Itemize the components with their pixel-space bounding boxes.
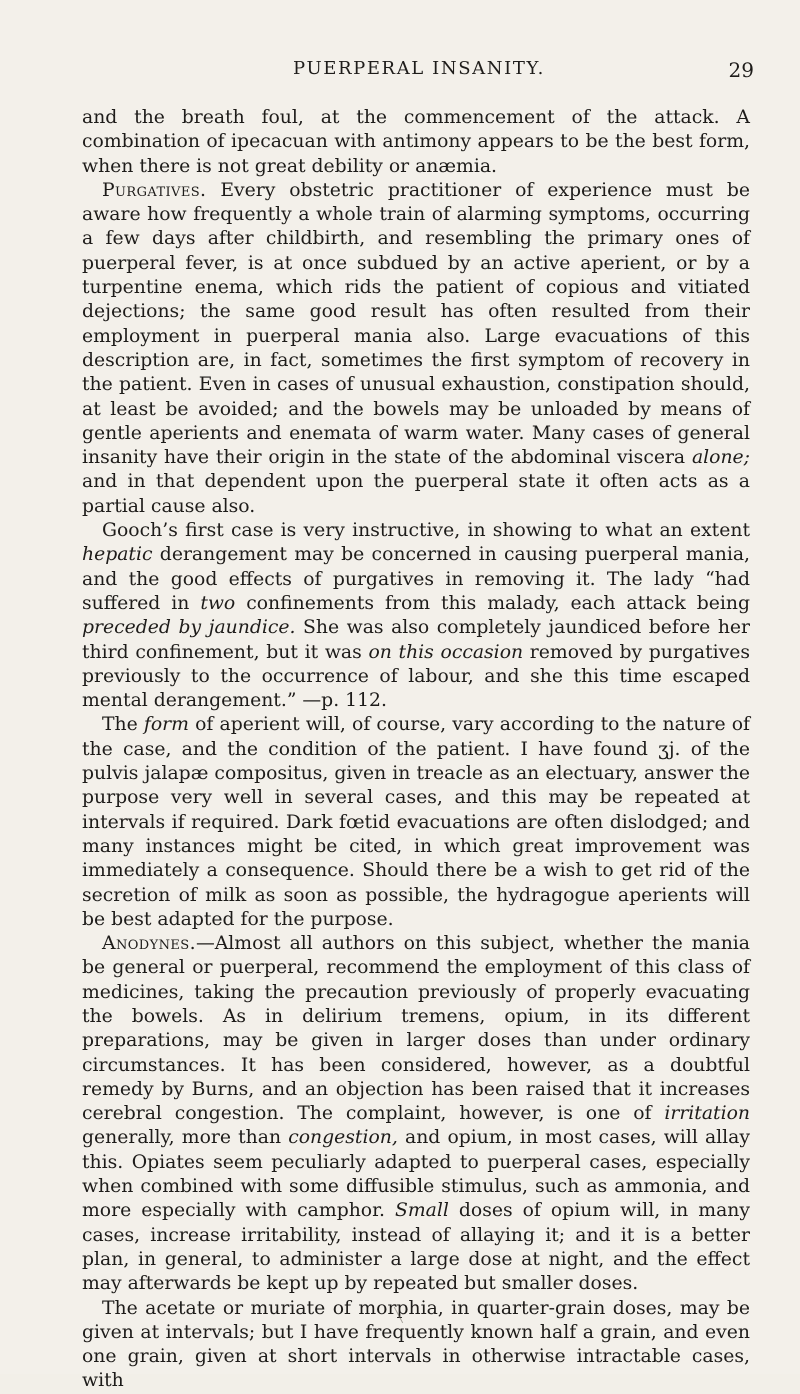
text-run: The [102, 714, 144, 736]
page-header [84, 58, 754, 84]
text-run: and the breath foul, at the commencement of the attack. A combination of ipecacuan with antimony appears to be the best form, when there is not great debility or anæmia. [82, 107, 750, 177]
paragraph [82, 519, 750, 713]
paragraph [82, 179, 750, 519]
italic-text: form [143, 714, 189, 736]
italic-text: congestion, [288, 1127, 398, 1149]
text-run: and opium, in most cases, will allay this. Opiates seem peculiarly adapted to puerperal cases, especially when combined with some diffusible stimulus, such as ammonia, and more especially with camphor. [82, 1127, 750, 1222]
paragraph [82, 932, 750, 1296]
italic-text: preceded by jaundice. [82, 617, 296, 639]
text-run: generally, more than [82, 1127, 289, 1149]
italic-text: hepatic [82, 544, 153, 566]
paragraph [82, 713, 750, 932]
page-number: 29 [728, 58, 754, 82]
italic-text: irritation [664, 1103, 750, 1125]
body-text [82, 106, 750, 1394]
text-run: Gooch’s first case is very instructive, in showing to what an extent [102, 520, 750, 542]
text-run: Every obstetric practitioner of experience must be aware how frequently a whole train of alarming symptoms, occurring a few days after childbirth, and resembling the primary ones of puerperal fever, is at once subdued by an active aperient, or by a turpentine enema, which rids the patient of copious and vitiated dejections; the same good result has often resulted from their employment in puerperal mania also. Large evacuations of this description are, in fact, sometimes the first symptom of recovery in the patient. Even in cases of unusual exhaustion, constipation should, at least be avoided; and the bowels may be unloaded by means of gentle aperients and enemata of warm water. Many cases of general insanity have their origin in the state of the abdominal viscera [82, 179, 750, 469]
text-run: doses of opium will, in many cases, increase irritability, instead of allaying it; and it is a better plan, in general, to administer a large dose at night, and the effect may afterwards be kept up by repeated but smaller doses. [82, 1200, 750, 1295]
text-run: She was also completely jaundiced before her third confinement, but it was [82, 617, 751, 663]
text-run: and in that dependent upon the puerperal state it often acts as a partial cause also. [82, 471, 750, 517]
section-heading: Anodynes. [102, 933, 196, 955]
text-run: derangement may be concerned in causing puerperal mania, and the good effects of purgatives in removing it. The lady “had suffered in [82, 544, 750, 614]
text-run: confinements from this malady, each attack being [235, 592, 750, 614]
paragraph [82, 1297, 750, 1394]
text-run: removed by purgatives previously to the occurrence of labour, and she this time escaped mental derangement.” —p. 112. [82, 641, 750, 712]
text-run: The acetate or muriate of morphia, in quarter-grain doses, may be given at intervals; but I have frequently known half a grain, and even one grain, given at short intervals in otherwise intractable cases, with [82, 1297, 750, 1392]
paragraph [82, 106, 750, 179]
text-run: of aperient will, of course, vary according to the nature of the case, and the condition of the patient. I have found ʒj. of the pulvis jalapæ compositus, given in treacle as an electuary, answer the purpose very well in several cases, and this may be repeated at intervals if required. Dark fœtid evacuations are often dislodged; and many instances might be cited, in which great improvement was immediately a consequence. Should there be a wish to get rid of the secretion of milk as soon as possible, the hydragogue aperients will be best adapted for the purpose. [82, 714, 750, 930]
text-run: —Almost all authors on this subject, whether the mania be general or puerperal, recommend the employment of this class of medicines, taking the precaution previously of properly evacuating the bowels. As in delirium tremens, opium, in its different preparations, may be given in larger doses than under ordinary circumstances. It has been considered, however, as a doubtful remedy by Burns, and an objection has been raised that it increases cerebral congestion. The complaint, however, is one of [82, 933, 750, 1125]
italic-text: alone; [691, 447, 750, 469]
italic-text: Small [395, 1200, 449, 1222]
italic-text: on this occasion [368, 641, 524, 663]
italic-text: two [200, 592, 236, 614]
section-heading: Purgatives. [102, 179, 207, 201]
running-head: PUERPERAL INSANITY. [293, 58, 545, 79]
